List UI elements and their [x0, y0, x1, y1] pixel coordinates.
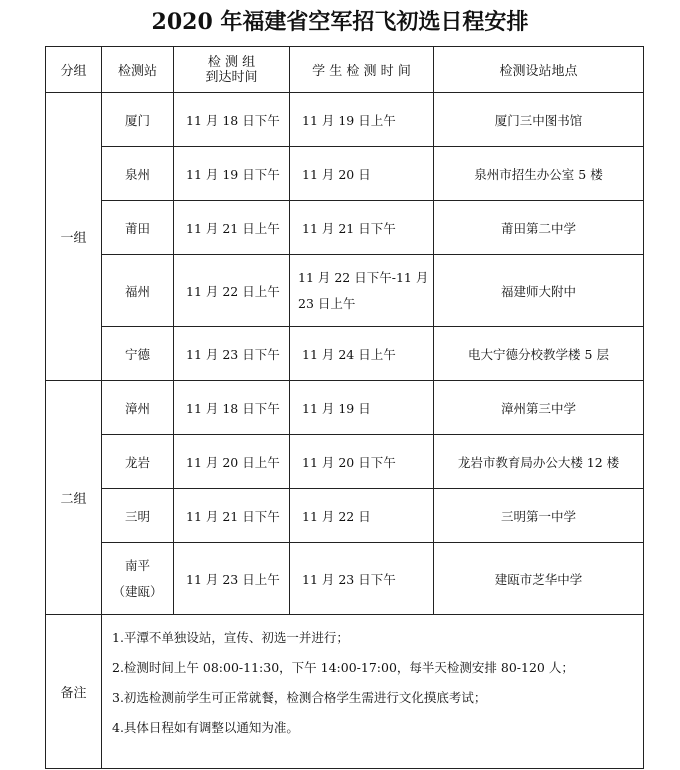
table-row: [46, 147, 644, 201]
test-time-cell: 11 月 22 日下午-11 月 23 日上午: [290, 255, 434, 327]
remarks-label: 备注: [46, 615, 102, 769]
test-time-cell: 11 月 20 日: [290, 147, 434, 201]
location-cell: 泉州市招生办公室 5 楼: [434, 147, 644, 201]
header-student-time: 学 生 检 测 时 间: [290, 47, 434, 93]
group-one-cell: 一组: [46, 93, 102, 381]
header-arrival: [174, 47, 290, 93]
location-cell: 福建师大附中: [434, 255, 644, 327]
location-cell: 三明第一中学: [434, 489, 644, 543]
location-cell: 厦门三中图书馆: [434, 93, 644, 147]
test-time-cell: 11 月 23 日下午: [290, 543, 434, 615]
table-row: [46, 381, 644, 435]
group-two-cell: 二组: [46, 381, 102, 615]
test-time-cell: 11 月 20 日下午: [290, 435, 434, 489]
test-time-cell: 11 月 21 日下午: [290, 201, 434, 255]
arrival-cell: 11 月 20 日上午: [174, 435, 290, 489]
station-cell: 莆田: [102, 201, 174, 255]
arrival-cell: 11 月 21 日下午: [174, 489, 290, 543]
station-cell: 漳州: [102, 381, 174, 435]
table-row: [46, 93, 644, 147]
station-cell: 三明: [102, 489, 174, 543]
test-time-cell: 11 月 24 日上午: [290, 327, 434, 381]
location-cell: 电大宁德分校教学楼 5 层: [434, 327, 644, 381]
station-cell: 宁德: [102, 327, 174, 381]
remark-item: 1.平潭不单独设站，宣传、初选一并进行；: [112, 630, 349, 645]
schedule-table: [45, 46, 644, 769]
page-title: 2020 年福建省空军招飞初选日程安排: [151, 9, 529, 35]
header-group: 分组: [46, 47, 102, 93]
table-row: [46, 201, 644, 255]
table-row: [46, 435, 644, 489]
remark-item: 2.检测时间上午 08:00-11:30，下午 14:00-17:00，每半天检测安排 80-120 人；: [112, 660, 574, 675]
arrival-cell: 11 月 18 日下午: [174, 381, 290, 435]
station-cell: 厦门: [102, 93, 174, 147]
station-cell: 福州: [102, 255, 174, 327]
remark-item: 3.初选检测前学生可正常就餐，检测合格学生需进行文化摸底考试；: [112, 690, 487, 705]
arrival-cell: 11 月 23 日上午: [174, 543, 290, 615]
station-cell: 龙岩: [102, 435, 174, 489]
test-time-cell: 11 月 22 日: [290, 489, 434, 543]
arrival-cell: 11 月 18 日下午: [174, 93, 290, 147]
test-time-cell: 11 月 19 日: [290, 381, 434, 435]
test-time-cell: 11 月 19 日上午: [290, 93, 434, 147]
station-cell: [102, 543, 174, 615]
arrival-cell: 11 月 22 日上午: [174, 255, 290, 327]
header-station: 检测站: [102, 47, 174, 93]
arrival-cell: 11 月 19 日下午: [174, 147, 290, 201]
location-cell: 漳州第三中学: [434, 381, 644, 435]
arrival-cell: 11 月 23 日下午: [174, 327, 290, 381]
station-line2: （建瓯）: [112, 583, 163, 599]
arrival-cell: 11 月 21 日上午: [174, 201, 290, 255]
table-row: [46, 543, 644, 615]
table-row: [46, 489, 644, 543]
remarks-content: [102, 615, 644, 769]
table-header-row: [46, 47, 644, 93]
station-line1: 南平: [124, 557, 150, 573]
table-row: [46, 327, 644, 381]
header-arrival-line2: 到达时间: [205, 69, 258, 85]
location-cell: 龙岩市教育局办公大楼 12 楼: [434, 435, 644, 489]
location-cell: 莆田第二中学: [434, 201, 644, 255]
remark-item: 4.具体日程如有调整以通知为准。: [112, 720, 299, 735]
header-arrival-line1: 检 测 组: [207, 54, 256, 70]
remarks-row: [46, 615, 644, 769]
station-cell: 泉州: [102, 147, 174, 201]
location-cell: 建瓯市芝华中学: [434, 543, 644, 615]
header-location: 检测设站地点: [434, 47, 644, 93]
table-row: [46, 255, 644, 327]
